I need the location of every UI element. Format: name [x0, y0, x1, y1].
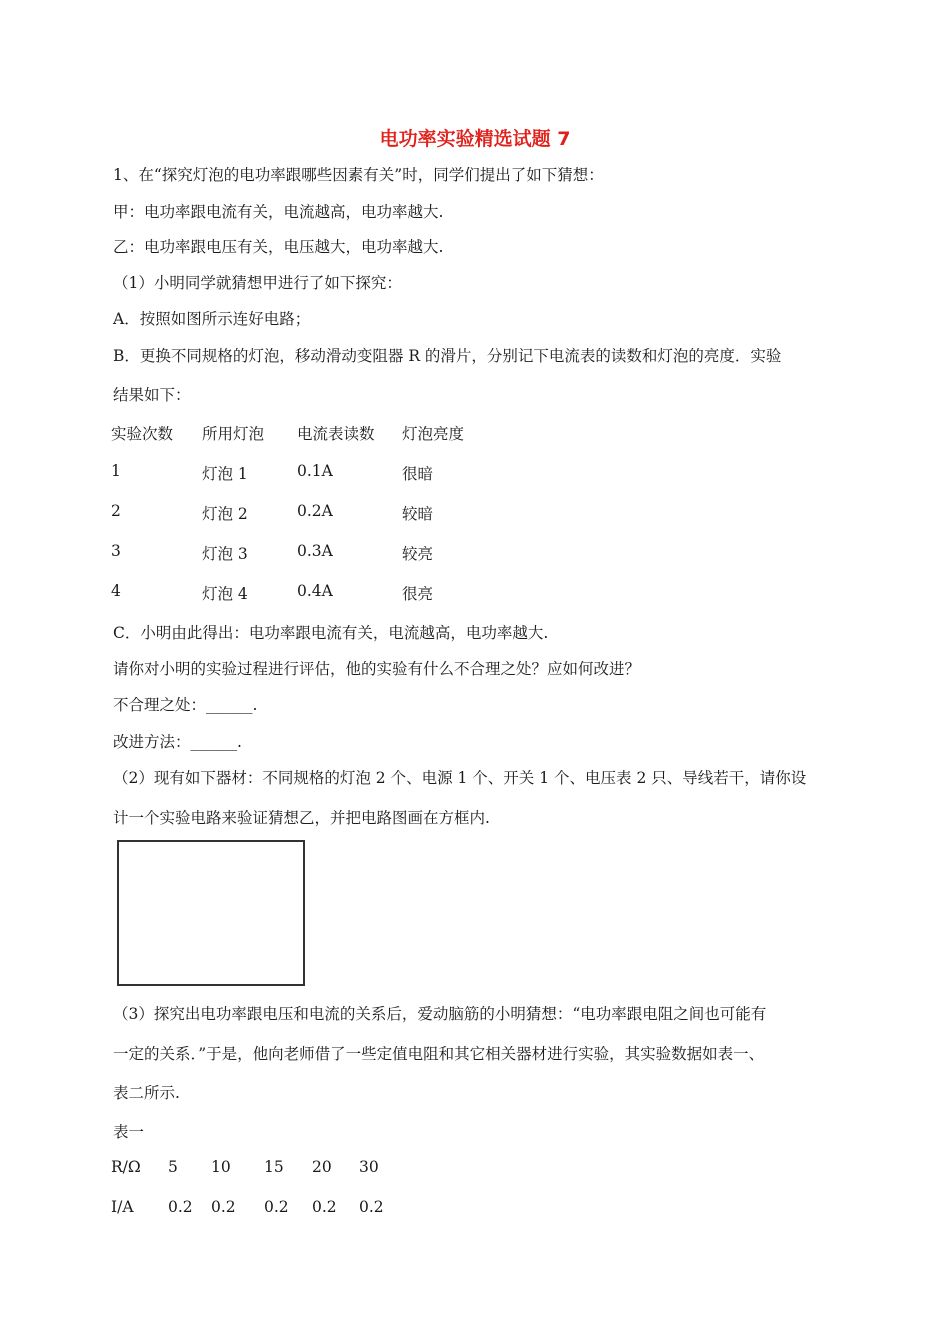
table-cell: 较亮	[402, 545, 434, 563]
part-3-line-2: 一定的关系．”于是，他向老师借了一些定值电阻和其它相关器材进行实验，其实验数据如表一、	[113, 1045, 765, 1063]
part-2-line-2: 计一个实验电路来验证猜想乙，并把电路图画在方框内.	[113, 809, 490, 827]
table-cell: 30	[359, 1158, 379, 1176]
table-cell: 0.4A	[297, 582, 333, 600]
evaluate-prompt: 请你对小明的实验过程进行评估，他的实验有什么不合理之处？应如何改进？	[113, 660, 641, 678]
step-b-line-2: 结果如下：	[113, 386, 191, 404]
table-cell: 很暗	[402, 465, 434, 483]
table-cell: 0.2A	[297, 502, 333, 520]
step-a: A．按照如图所示连好电路；	[113, 310, 311, 328]
guess-a: 甲：电功率跟电流有关，电流越高，电功率越大.	[113, 203, 444, 221]
table-cell: 5	[168, 1158, 178, 1176]
table-cell: 0.3A	[297, 542, 333, 560]
table-cell: 0.1A	[297, 462, 333, 480]
table-cell: 0.2	[211, 1198, 236, 1216]
table-cell: 很亮	[402, 585, 434, 603]
table-cell: 较暗	[402, 505, 434, 523]
step-b-line-1: B．更换不同规格的灯泡，移动滑动变阻器 R 的滑片，分别记下电流表的读数和灯泡的亮度．实验	[113, 347, 782, 365]
step-c: C．小明由此得出：电功率跟电流有关，电流越高，电功率越大.	[113, 624, 549, 642]
table-cell: 4	[111, 582, 121, 600]
table-header-bulb: 所用灯泡	[202, 425, 265, 443]
table-cell: 灯泡 2	[202, 505, 248, 523]
table-cell: 0.2	[312, 1198, 337, 1216]
question-1-stem: 1、在“探究灯泡的电功率跟哪些因素有关”时，同学们提出了如下猜想：	[113, 166, 604, 184]
circuit-drawing-box	[117, 840, 305, 986]
unreasonable-blank: 不合理之处：______.	[113, 696, 258, 714]
table-cell: 灯泡 4	[202, 585, 248, 603]
improve-blank: 改进方法：______.	[113, 733, 242, 751]
part-3-line-3: 表二所示.	[113, 1084, 180, 1102]
table-cell: 3	[111, 542, 121, 560]
part-2-line-1: （2）现有如下器材：不同规格的灯泡 2 个、电源 1 个、开关 1 个、电压表 2 只、导线若干，请你设	[113, 769, 807, 787]
guess-b: 乙：电功率跟电压有关，电压越大，电功率越大.	[113, 238, 444, 256]
table-cell: 灯泡 1	[202, 465, 248, 483]
page-title: 电功率实验精选试题 7	[379, 128, 571, 150]
table-cell: 10	[211, 1158, 231, 1176]
row-label-resistance: R/Ω	[111, 1158, 141, 1176]
table-header-current: 电流表读数	[297, 425, 375, 443]
table-cell: 0.2	[359, 1198, 384, 1216]
table-header-brightness: 灯泡亮度	[402, 425, 465, 443]
part-1-intro: （1）小明同学就猜想甲进行了如下探究：	[113, 274, 402, 292]
table-cell: 2	[111, 502, 121, 520]
row-label-current: I/A	[111, 1198, 134, 1216]
part-3-line-1: （3）探究出电功率跟电压和电流的关系后，爱动脑筋的小明猜想：“电功率跟电阻之间也可能有	[113, 1005, 767, 1023]
table-cell: 20	[312, 1158, 332, 1176]
table-1-label: 表一	[113, 1123, 145, 1141]
table-header-trial: 实验次数	[111, 425, 174, 443]
table-cell: 灯泡 3	[202, 545, 248, 563]
table-cell: 15	[264, 1158, 284, 1176]
table-cell: 1	[111, 462, 121, 480]
table-cell: 0.2	[168, 1198, 193, 1216]
table-cell: 0.2	[264, 1198, 289, 1216]
